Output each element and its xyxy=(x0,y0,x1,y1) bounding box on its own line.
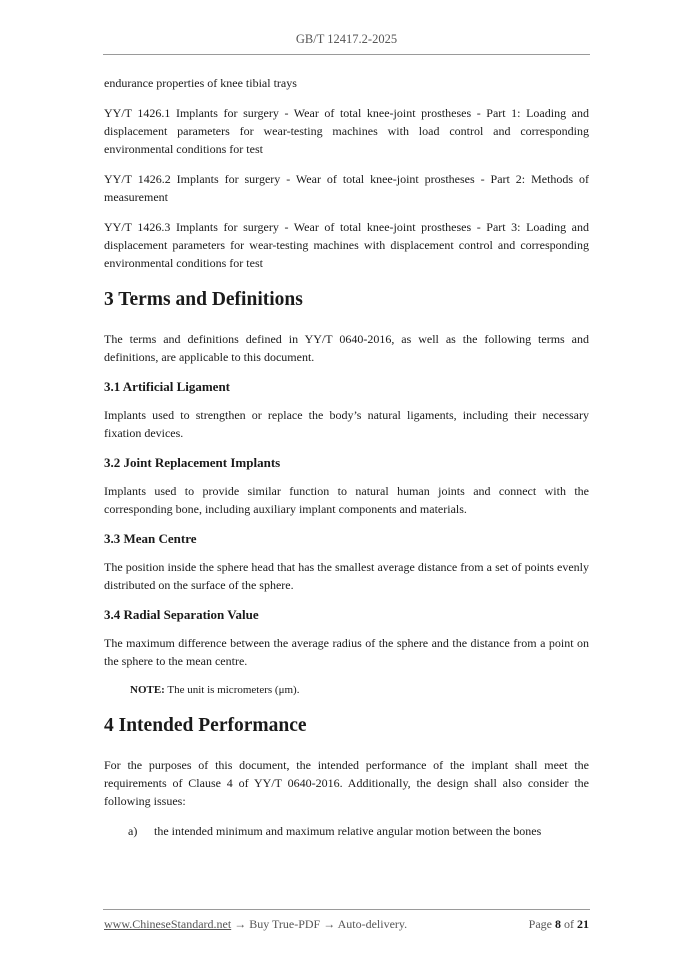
running-header: GB/T 12417.2-2025 xyxy=(295,32,398,46)
section-4-intro: For the purposes of this document, the intended performance of the implant shall meet the requirements of Clause 4 of YY/T 0640-2016. Additionally, the design shall also consider the following issues: xyxy=(104,758,589,808)
term-3-3-definition: The position inside the sphere head that has the smallest average distance from a set of points evenly distributed on the surface of the sphere. xyxy=(104,560,589,592)
page-indicator xyxy=(529,917,589,932)
reference-yyt-1426-3: YY/T 1426.3 Implants for surgery - Wear of total knee-joint prostheses - Part 3: Loading and displacement parameters for wear-testing machines with displacement control and corresponding environmental conditions for test xyxy=(104,220,589,270)
unit-note xyxy=(130,682,589,698)
note-label: NOTE: xyxy=(130,684,165,696)
term-3-4-definition: The maximum difference between the average radius of the sphere and the distance from a point on the sphere to the mean centre. xyxy=(104,636,589,668)
note-text: The unit is micrometers (μm). xyxy=(164,684,300,696)
section-4-heading: 4 Intended Performance xyxy=(104,715,307,736)
page-number: 8 xyxy=(555,917,561,931)
reference-yyt-1426-2: YY/T 1426.2 Implants for surgery - Wear of total knee-joint prostheses - Part 2: Methods of measurement xyxy=(104,172,589,204)
reference-continuation: endurance properties of knee tibial trays xyxy=(104,76,297,90)
footer-divider xyxy=(103,909,590,910)
list-marker-a: a) xyxy=(128,824,138,838)
footer-promo xyxy=(104,917,407,932)
buy-pdf-link[interactable]: Buy True-PDF xyxy=(249,917,321,931)
arrow-icon: → xyxy=(320,917,338,931)
reference-yyt-1426-1: YY/T 1426.1 Implants for surgery - Wear of total knee-joint prostheses - Part 1: Loading and displacement parameters for wear-testing machines with load control and corresponding environmental conditions for test xyxy=(104,106,589,156)
section-3-intro: The terms and definitions defined in YY/T 0640-2016, as well as the following terms and definitions, are applicable to this document. xyxy=(104,332,589,364)
header-divider xyxy=(103,54,590,55)
of-label: of xyxy=(561,917,577,931)
list-item-a xyxy=(104,822,589,840)
site-link[interactable]: www.ChineseStandard.net xyxy=(104,917,232,931)
page-total: 21 xyxy=(577,917,589,931)
term-3-2-heading: 3.2 Joint Replacement Implants xyxy=(104,455,281,470)
section-3-heading: 3 Terms and Definitions xyxy=(104,289,303,310)
term-3-3-heading: 3.3 Mean Centre xyxy=(104,531,197,546)
term-3-1-definition: Implants used to strengthen or replace the body’s natural ligaments, including their necessary fixation devices. xyxy=(104,408,589,440)
auto-delivery-text: Auto-delivery. xyxy=(337,917,408,931)
page-label: Page xyxy=(528,917,555,931)
term-3-1-heading: 3.1 Artificial Ligament xyxy=(104,379,231,394)
term-3-2-definition: Implants used to provide similar function to natural human joints and connect with the corresponding bone, including auxiliary implant components and materials. xyxy=(104,484,589,516)
page-footer xyxy=(104,917,589,932)
list-item-a-text: the intended minimum and maximum relative angular motion between the bones xyxy=(154,824,542,838)
arrow-icon: → xyxy=(231,917,250,931)
term-3-4-heading: 3.4 Radial Separation Value xyxy=(104,607,259,622)
page-body xyxy=(104,74,589,840)
